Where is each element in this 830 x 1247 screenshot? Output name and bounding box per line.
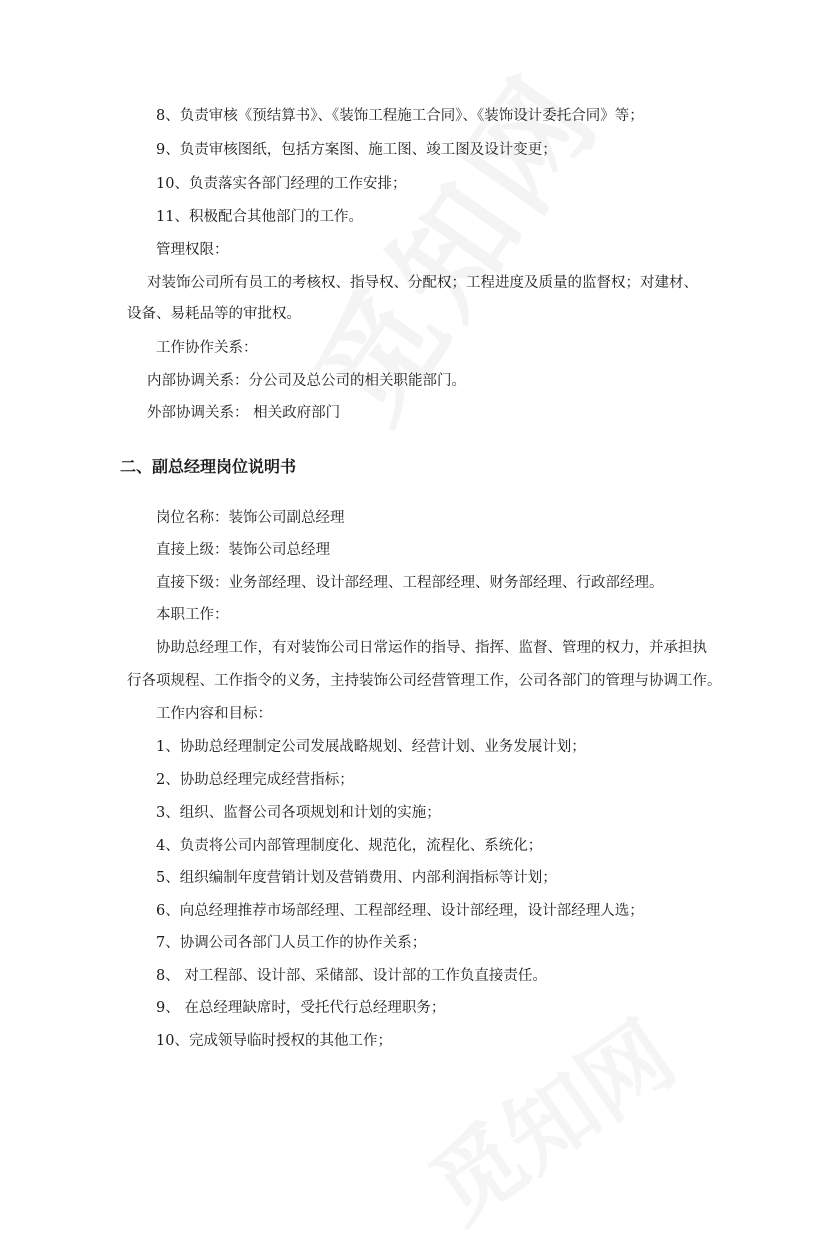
- position-name: 岗位名称：装饰公司副总经理: [156, 510, 345, 526]
- authority-label: 管理权限：: [156, 242, 229, 258]
- content-item-4: 4、负责将公司内部管理制度化、规范化，流程化、系统化；: [156, 838, 543, 854]
- duty-label: 本职工作：: [156, 607, 229, 623]
- internal-relation: 内部协调关系：分公司及总公司的相关职能部门。: [147, 373, 466, 389]
- external-relation: 外部协调关系： 相关政府部门: [147, 405, 341, 421]
- section-heading: 二、副总经理岗位说明书: [120, 457, 297, 476]
- content-item-5: 5、组织编制年度营销计划及营销费用、内部利润指标等计划；: [156, 870, 557, 886]
- relation-label: 工作协作关系：: [156, 340, 258, 356]
- authority-text-line-1: 对装饰公司所有员工的考核权、指导权、分配权；工程进度及质量的监督权；对建材、: [147, 275, 698, 291]
- duty-item-9: 9、负责审核图纸，包括方案图、施工图、竣工图及设计变更；: [156, 142, 557, 158]
- content-label: 工作内容和目标：: [156, 706, 272, 722]
- direct-superior: 直接上级：装饰公司总经理: [156, 542, 330, 558]
- duty-item-10: 10、负责落实各部门经理的工作安排；: [156, 176, 407, 192]
- content-item-2: 2、协助总经理完成经营指标；: [156, 772, 354, 788]
- content-item-8: 8、 对工程部、设计部、采储部、设计部的工作负直接责任。: [156, 968, 547, 984]
- content-item-1: 1、协助总经理制定公司发展战略规划、经营计划、业务发展计划；: [156, 739, 586, 755]
- content-item-3: 3、组织、监督公司各项规划和计划的实施；: [156, 805, 441, 821]
- watermark-bottom: [400, 985, 696, 1246]
- content-item-6: 6、向总经理推荐市场部经理、工程部经理、设计部经理，设计部经理人选；: [156, 903, 644, 919]
- duty-text-line-1: 协助总经理工作，有对装饰公司日常运作的指导、指挥、监督、管理的权力，并承担执: [156, 640, 707, 656]
- authority-text-line-2: 设备、易耗品等的审批权。: [127, 306, 301, 322]
- duty-item-11: 11、积极配合其他部门的工作。: [156, 209, 363, 225]
- content-item-7: 7、协调公司各部门人员工作的协作关系；: [156, 935, 427, 951]
- direct-subordinate: 直接下级：业务部经理、设计部经理、工程部经理、财务部经理、行政部经理。: [156, 575, 664, 591]
- duty-item-8: 8、负责审核《预结算书》、《装饰工程施工合同》、《装饰设计委托合同》等；: [156, 108, 644, 124]
- duty-text-line-2: 行各项规程、工作指令的义务，主持装饰公司经营管理工作，公司各部门的管理与协调工作。: [127, 673, 722, 689]
- content-item-10: 10、完成领导临时授权的其他工作；: [156, 1033, 392, 1049]
- content-item-9: 9、 在总经理缺席时，受托代行总经理职务；: [156, 1000, 446, 1016]
